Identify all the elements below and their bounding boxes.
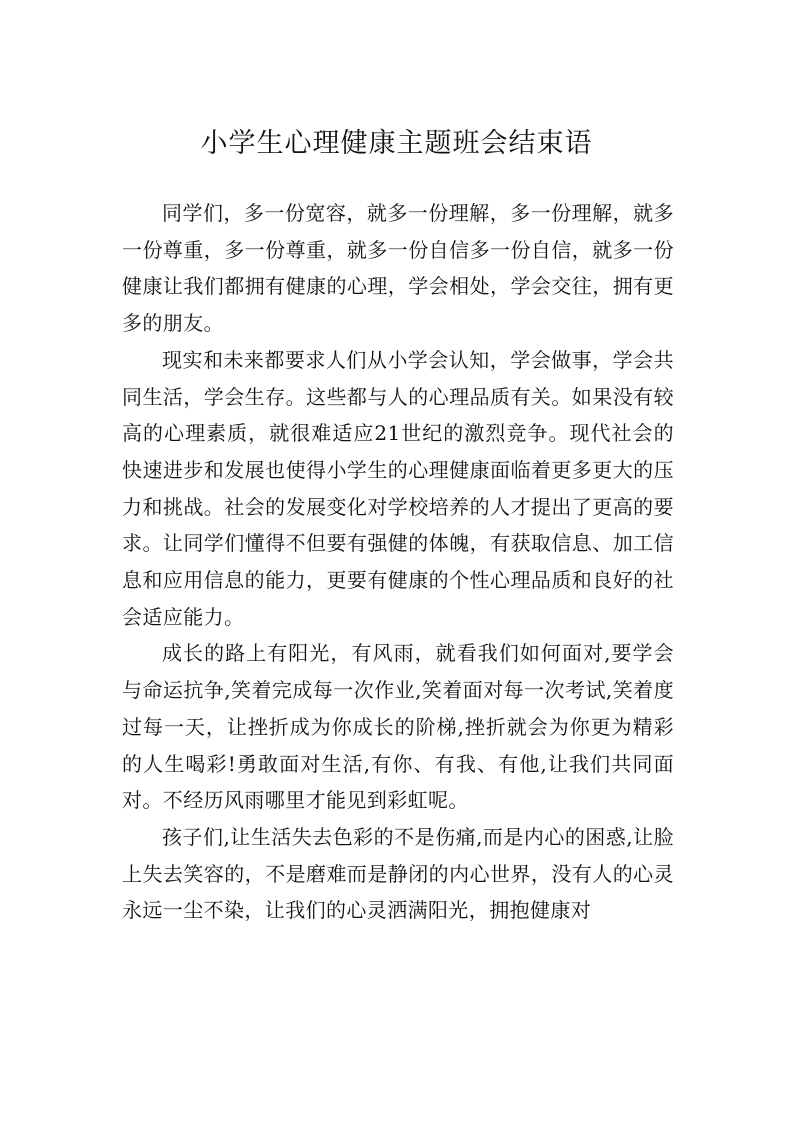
paragraph-1: 同学们，多一份宽容，就多一份理解，多一份理解，就多一份尊重，多一份尊重，就多一份自信多一份自信，就多一份健康让我们都拥有健康的心理，学会相处，学会交往，拥有更多的朋友。 (122, 201, 674, 336)
paragraph-4: 孩子们,让生活失去色彩的不是伤痛,而是内心的困惑,让脸上失去笑容的，不是磨难而是静闭的内心世界，没有人的心灵永远一尘不染，让我们的心灵洒满阳光，拥抱健康对 (122, 824, 674, 923)
paragraph-2: 现实和未来都要求人们从小学会认知，学会做事，学会共同生活，学会生存。这些都与人的心理品质有关。如果没有较高的心理素质，就很难适应21世纪的激烈竞争。现代社会的快速进步和发展也使得小学生的心理健康面临着更多更大的压力和挑战。社会的发展变化对学校培养的人才提出了更高的要求。让同学们懂得不但要有强健的体魄，有获取信息、加工信息和应用信息的能力，更要有健康的个性心理品质和良好的社会适应能力。 (122, 347, 674, 629)
document-title: 小学生心理健康主题班会结束语 (200, 128, 593, 159)
paragraph-3: 成长的路上有阳光，有风雨，就看我们如何面对,要学会与命运抗争,笑着完成每一次作业,笑着面对每一次考试,笑着度过每一天，让挫折成为你成长的阶梯,挫折就会为你更为精彩的人生喝彩!勇敢面对生活,有你、有我、有他,让我们共同面对。不经历风雨哪里才能见到彩虹呢。 (122, 641, 674, 813)
document-body (122, 195, 674, 929)
